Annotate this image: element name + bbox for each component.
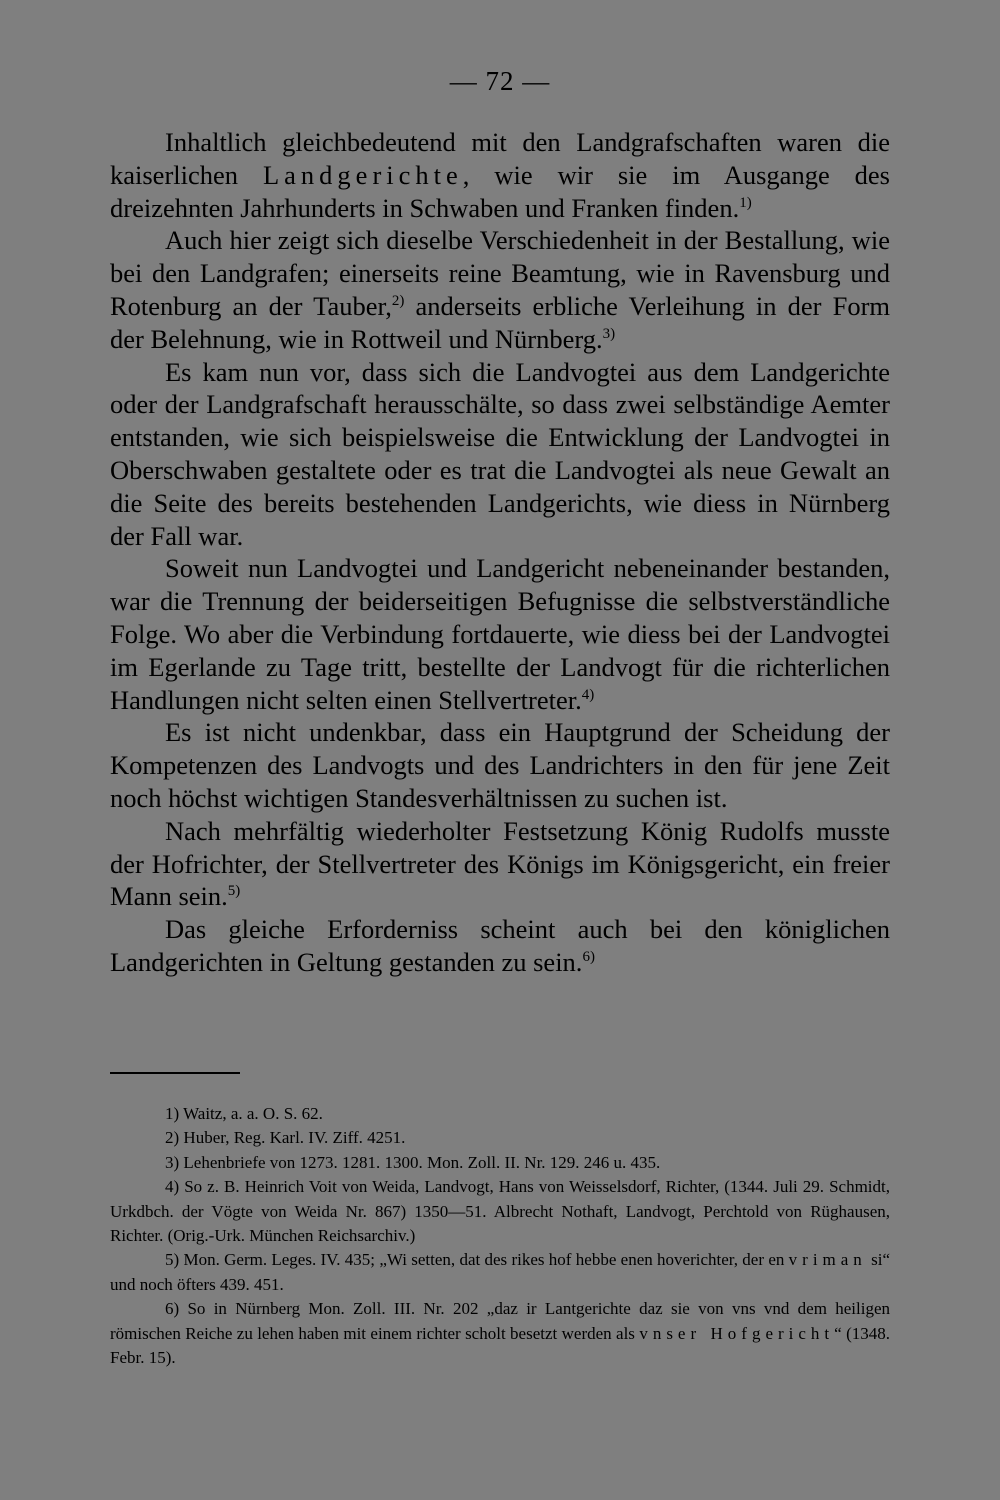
paragraph-3: Es kam nun vor, dass sich die Landvogtei aus dem Landgerichte oder der Landgrafschaft herausschälte, so dass zwei selbständige Aemter entstanden, wie sich beispielsweise die Entwicklung der Landvogtei in Oberschwaben gestaltete oder es trat die Landvogtei als neue Gewalt an die Seite des bereits bestehenden Landgerichts, wie diess in Nürnberg der Fall war. xyxy=(110,356,890,551)
footnote-ref-1: 1) xyxy=(739,194,752,211)
paragraph-1-text: Inhaltlich gleichbedeutend mit den Landgrafschaften waren die kaiserlichen xyxy=(110,127,890,190)
paragraph-1-text-cont: , wie wir sie im Ausgange des dreizehnten Jahrhunderts in Schwaben und Franken finden. xyxy=(110,159,890,223)
paragraph-4-text: Soweit nun Landvogtei und Landgericht nebeneinander bestanden, war die Trennung der beiderseitigen Befugnisse die selbstverständliche Folge. Wo aber die Verbindung fortdauerte, wie diess bei der Landvogtei im Egerlande zu Tage tritt, bestellte der Landvogt für die richterlichen Handlungen nicht selten einen Stellvertreter. xyxy=(110,553,890,715)
footnote-6-text: 6) So in Nürnberg Mon. Zoll. III. Nr. 202 „daz ir Lantgerichte daz sie von vns vnd dem heiligen römischen Reiche zu lehen haben mit einem richter scholt besetzt werden als xyxy=(110,1299,890,1343)
footnote-1: 1) Waitz, a. a. O. S. 62. xyxy=(165,1104,323,1123)
paragraph-4 xyxy=(110,552,890,716)
footnote-5-text: 5) Mon. Germ. Leges. IV. 435; „Wi setten, dat des rikes hof hebbe enen hoverichter, der en xyxy=(165,1250,789,1270)
footnote-3: 3) Lehenbriefe von 1273. 1281. 1300. Mon. Zoll. II. Nr. 129. 246 u. 435. xyxy=(165,1152,661,1172)
footnote-2: 2) Huber, Reg. Karl. IV. Ziff. 4251. xyxy=(165,1128,406,1148)
paragraph-6 xyxy=(110,815,890,913)
paragraph-1 xyxy=(110,126,890,224)
paragraph-5: Es ist nicht undenkbar, dass ein Hauptgrund der Scheidung der Kompetenzen des Landvogts und des Landrichters in den für jene Zeit noch höchst wichtigen Standesverhältnissen zu suchen ist. xyxy=(110,717,890,813)
emphasized-term: Landgerichte xyxy=(262,159,463,190)
footnote-4: 4) So z. B. Heinrich Voit von Weida, Landvogt, Hans von Weisselsdorf, Richter, (1344. Juli 29. Schmidt, Urkdbch. der Vögte von Weida Nr. 867) 1350—51. Albrecht Nothaft, Landvogt, Perchtold von Rüghausen, Richter. (Orig.-Urk. München Reichsarchiv.) xyxy=(110,1177,890,1246)
paragraph-6-text: Nach mehrfältig wiederholter Festsetzung König Rudolfs musste der Hofrichter, der Stellvertreter des Königs im Königsgericht, ein freier Mann sein. xyxy=(110,815,890,912)
footnote-ref-3: 3) xyxy=(602,325,616,342)
footnote-6-emphasis: vnser Hofgericht xyxy=(639,1323,835,1343)
footnote-5 xyxy=(110,1248,890,1297)
main-text xyxy=(110,126,890,979)
footnote-5-emphasis: vriman xyxy=(788,1250,867,1270)
paragraph-2-text: Auch hier zeigt sich dieselbe Verschiedenheit in der Bestallung, wie bei den Landgrafen; einerseits reine Beamtung, wie in Ravensburg und Rotenburg an der Tauber, xyxy=(110,225,890,321)
footnotes xyxy=(110,1102,890,1370)
footnote-ref-6: 6) xyxy=(582,948,595,965)
footnote-6 xyxy=(110,1297,890,1370)
paragraph-7-text: Das gleiche Erforderniss scheint auch bei den königlichen Landgerichten in Geltung gestanden zu sein. xyxy=(110,914,890,977)
footnote-ref-2: 2) xyxy=(391,292,405,309)
footnote-ref-4: 4) xyxy=(581,686,595,703)
footnote-6-text-cont: “ (1348. Febr. 15). xyxy=(110,1323,890,1368)
paragraph-7 xyxy=(110,913,890,979)
paragraph-2 xyxy=(110,224,890,355)
footnote-ref-5: 5) xyxy=(227,883,241,900)
paragraph-2-text-cont: anderseits erbliche Verleihung in der Form der Belehnung, wie in Rottweil und Nürnberg. xyxy=(110,290,891,354)
footnote-divider xyxy=(110,1072,240,1074)
page-number: — 72 — xyxy=(449,66,551,96)
footnote-5-text-cont: si“ und noch öfters 439. 451. xyxy=(110,1250,890,1294)
